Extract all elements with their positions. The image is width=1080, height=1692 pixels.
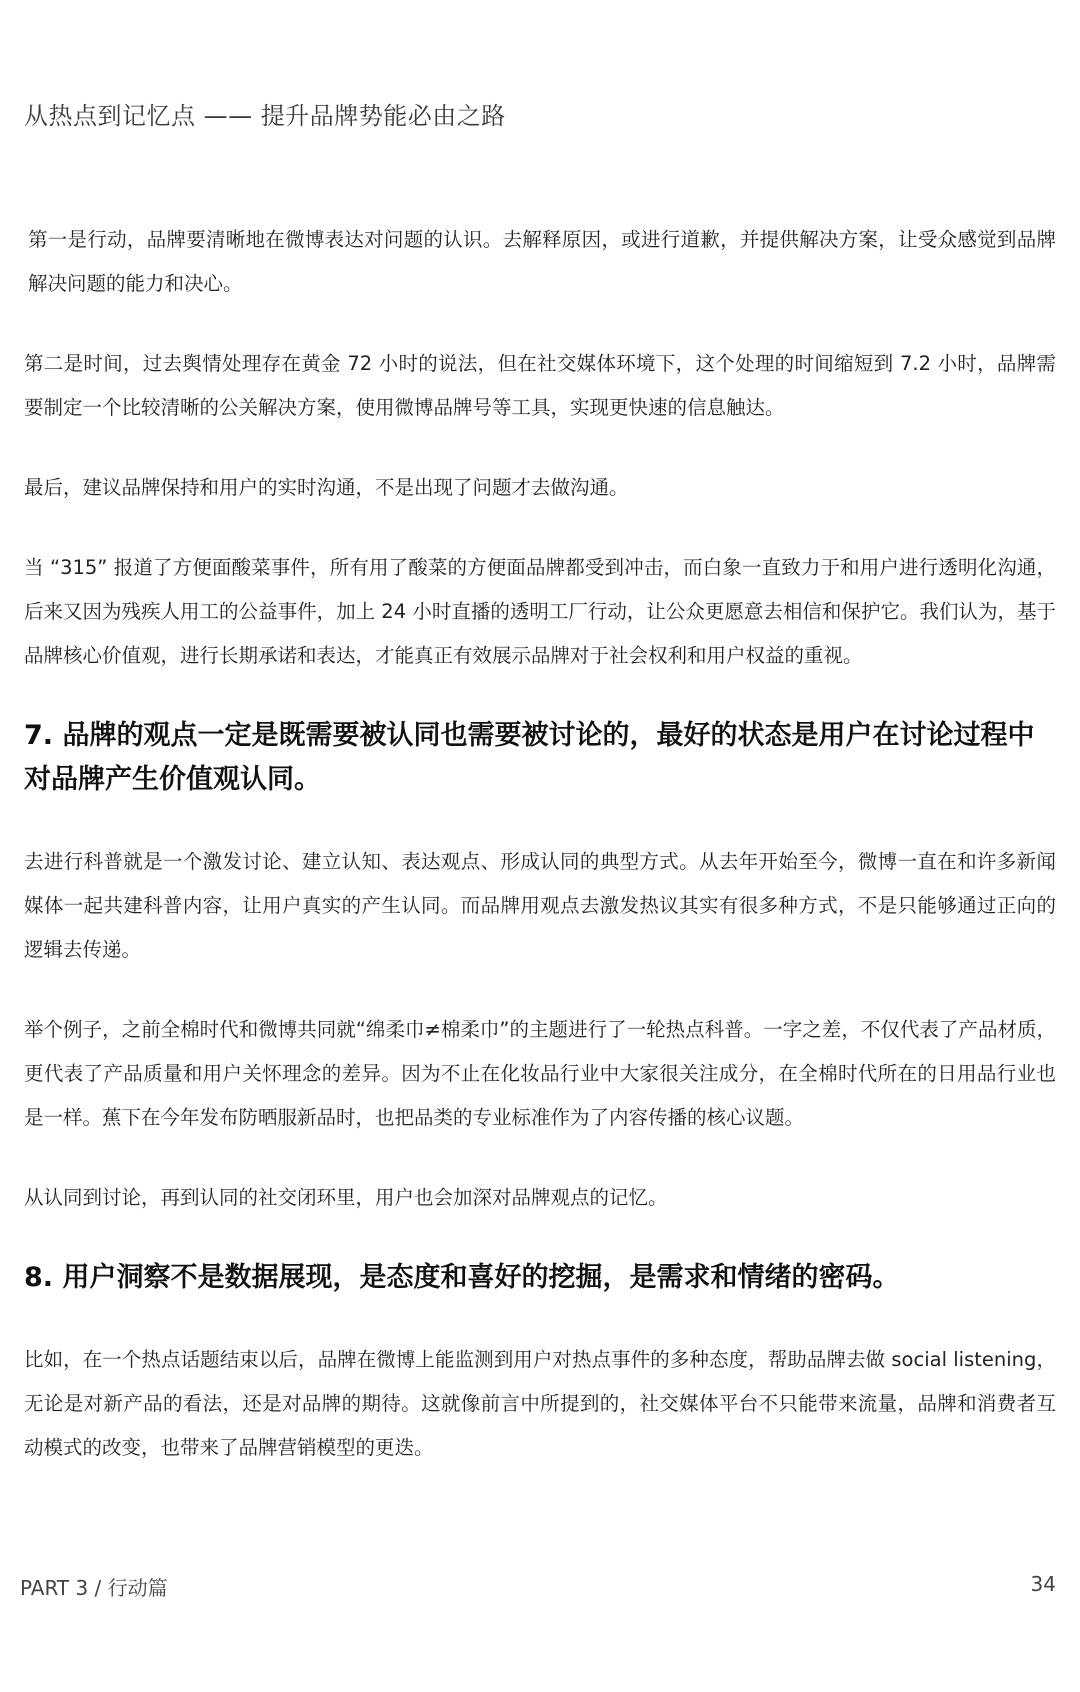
page-footer (20, 1572, 1056, 1612)
page-number: 34 (1030, 1572, 1056, 1596)
paragraph-baixiang-case: 当 “315” 报道了方便面酸菜事件，所有用了酸菜的方便面品牌都受到冲击，而白象一直致力于和用户进行透明化沟通，后来又因为残疾人用工的公益事件，加上 24 小时直播的透明工厂行动，让公众更愿意去相信和保护它。我们认为，基于品牌核心价值观，进行长期承诺和表达，才能真正有效展示品牌对于社会权利和用户权益的重视。 (24, 556, 1056, 667)
paragraph-time: 第二是时间，过去舆情处理存在黄金 72 小时的说法，但在社交媒体环境下，这个处理的时间缩短到 7.2 小时，品牌需要制定一个比较清晰的公关解决方案，使用微博品牌号等工具，实现更快速的信息触达。 (24, 352, 1056, 419)
section-7-paragraph: 去进行科普就是一个激发讨论、建立认知、表达观点、形成认同的典型方式。从去年开始至今，微博一直在和许多新闻媒体一起共建科普内容，让用户真实的产生认同。而品牌用观点去激发热议其实有很多种方式，不是只能够通过正向的逻辑去传递。 (24, 850, 1056, 961)
section-8-heading: 8. 用户洞察不是数据展现，是态度和喜好的挖掘，是需求和情绪的密码。 (24, 1262, 900, 1293)
section-7-heading: 7. 品牌的观点一定是既需要被认同也需要被讨论的，最好的状态是用户在讨论过程中对品牌产生价值观认同。 (24, 720, 1035, 795)
page-title: 从热点到记忆点 —— 提升品牌势能必由之路 (24, 102, 506, 130)
paragraph-action: 第一是行动，品牌要清晰地在微博表达对问题的认识。去解释原因，或进行道歉，并提供解决方案，让受众感觉到品牌解决问题的能力和决心。 (28, 228, 1056, 295)
footer-section-label: PART 3 / 行动篇 (20, 1576, 168, 1600)
section-7-paragraph: 举个例子，之前全棉时代和微博共同就“绵柔巾≠棉柔巾”的主题进行了一轮热点科普。一字之差，不仅代表了产品材质，更代表了产品质量和用户关怀理念的差异。因为不止在化妆品行业中大家很关注成分，在全棉时代所在的日用品行业也是一样。蕉下在今年发布防晒服新品时，也把品类的专业标准作为了内容传播的核心议题。 (24, 1018, 1056, 1129)
section-8-paragraph: 比如，在一个热点话题结束以后，品牌在微博上能监测到用户对热点事件的多种态度，帮助品牌去做 social listening，无论是对新产品的看法，还是对品牌的期待。这就像前言中所提到的，社交媒体平台不只能带来流量，品牌和消费者互动模式的改变，也带来了品牌营销模型的更迭。 (24, 1348, 1056, 1459)
paragraph-communication: 最后，建议品牌保持和用户的实时沟通，不是出现了问题才去做沟通。 (24, 476, 629, 499)
article-body (24, 218, 1056, 1506)
section-7-paragraph: 从认同到讨论，再到认同的社交闭环里，用户也会加深对品牌观点的记忆。 (24, 1186, 668, 1209)
